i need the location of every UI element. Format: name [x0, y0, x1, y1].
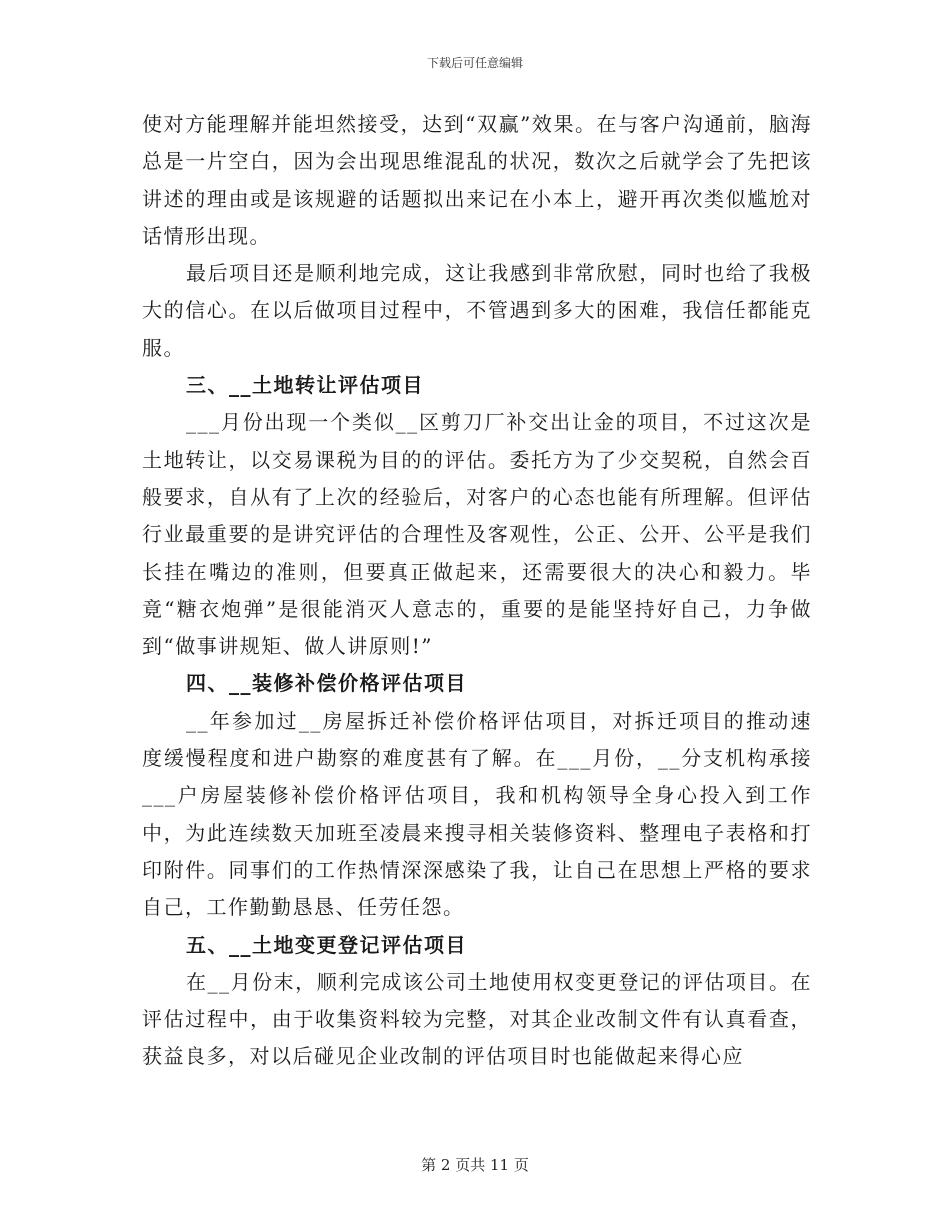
- page-header: 下载后可任意编辑: [426, 56, 523, 70]
- paragraph-1: 使对方能理解并能坦然接受，达到“双赢”效果。在与客户沟通前，脑海总是一片空白，因为会出现思维混乱的状况，数次之后就学会了先把该讲述的理由或是该规避的话题拟出来记在小本上，避开再次类似尴尬对话情形出现。: [142, 112, 812, 248]
- section-heading-5: 五、__土地变更登记评估项目: [186, 932, 467, 957]
- page-footer: 第 2 页共 11 页: [421, 1156, 529, 1174]
- paragraph-2: 最后项目还是顺利地完成，这让我感到非常欣慰，同时也给了我极大的信心。在以后做项目过程中，不管遇到多大的困难，我信任都能克服。: [142, 261, 812, 360]
- paragraph-3: ___月份出现一个类似__区剪刀厂补交出让金的项目，不过这次是土地转让，以交易课税为目的的评估。委托方为了少交契税，自然会百般要求，自从有了上次的经验后，对客户的心态也能有所理解。但评估行业最重要的是讲究评估的合理性及客观性，公正、公开、公平是我们长挂在嘴边的准则，但要真正做起来，还需要很大的决心和毅力。毕竟“糖衣炮弹”是很能消灭人意志的，重要的是能坚持好自己，力争做到“做事讲规矩、做人讲原则!”: [142, 410, 812, 659]
- section-heading-4: 四、__装修补偿价格评估项目: [186, 671, 467, 696]
- document-body: [142, 106, 812, 1076]
- section-heading-3: 三、__土地转让评估项目: [186, 373, 424, 398]
- paragraph-4: __年参加过__房屋拆迁补偿价格评估项目，对拆迁项目的推动速度缓慢程度和进户勘察的难度甚有了解。在___月份，__分支机构承接___户房屋装修补偿价格评估项目，我和机构领导全身心投入到工作中，为此连续数天加班至凌晨来搜寻相关装修资料、整理电子表格和打印附件。同事们的工作热情深深感染了我，让自己在思想上严格的要求自己，工作勤勤恳恳、任劳任怨。: [142, 708, 812, 920]
- paragraph-5: 在__月份末，顺利完成该公司土地使用权变更登记的评估项目。在评估过程中，由于收集资料较为完整，对其企业改制文件有认真看查，获益良多，对以后碰见企业改制的评估项目时也能做起来得心应: [142, 969, 812, 1069]
